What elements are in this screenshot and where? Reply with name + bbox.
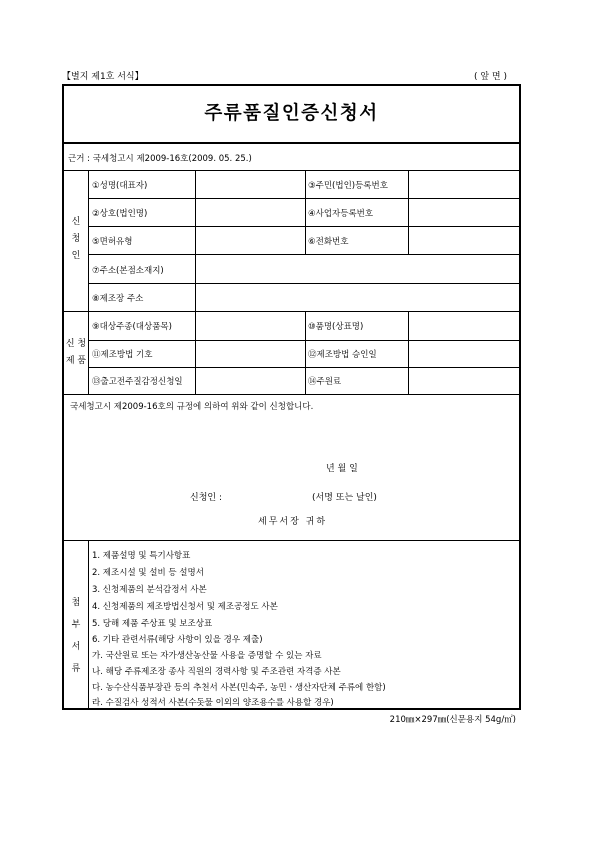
basis-divider: [62, 170, 521, 171]
attachment-sub-item: 다. 농수산식품부장관 등의 추천서 사본(민속주, 농민ㆍ생산자단체 주류에 한함): [92, 683, 386, 693]
legal-basis: 근거 : 국세청고시 제2009-16호(2009. 05. 25.): [68, 154, 252, 164]
applicant-signature-label: 신청인 :: [190, 493, 222, 503]
value-column-divider: [195, 170, 196, 254]
product-section-label: 신 청 제 품: [65, 339, 87, 366]
section-divider: [62, 311, 521, 312]
attachment-item: 1. 제품설명 및 특기사항표: [92, 551, 191, 561]
factory-address-label: ⑧제조장 주소: [92, 294, 144, 304]
license-type-label: ⑤면허유형: [92, 237, 133, 247]
label-column-divider: [88, 540, 89, 710]
title-divider: [62, 142, 521, 144]
date-line: 년 월 일: [326, 464, 358, 474]
section-divider: [62, 394, 521, 395]
attachment-item: 4. 신청제품의 제조방법신청서 및 제조공정도 사본: [92, 602, 278, 612]
brand-name-label: ⑩품명(상표명): [308, 322, 364, 332]
row-divider: [88, 283, 521, 284]
section-divider: [62, 540, 521, 541]
address-label: ⑦주소(본점소재지): [92, 266, 164, 276]
attachment-sub-item: 나. 해당 주류제조장 종사 직원의 경력사항 및 주조관련 자격증 사본: [92, 667, 341, 677]
attachments-section-label: 첨 부 서 류: [71, 598, 81, 674]
main-ingredient-label: ⑭주원료: [308, 377, 342, 387]
company-name-label: ②상호(법인명): [92, 209, 148, 219]
signature-placeholder: (서명 또는 날인): [312, 493, 377, 503]
value-column-divider: [195, 311, 196, 394]
application-statement: 국세청고시 제2009-16호의 규정에 의하여 위와 같이 신청합니다.: [70, 402, 314, 412]
row-divider: [88, 254, 521, 255]
attachment-item: 6. 기타 관련서류(해당 사항이 있을 경우 제출): [92, 635, 263, 645]
mid-column-divider: [305, 170, 306, 254]
phone-label: ⑥전화번호: [308, 237, 349, 247]
method-approval-date-label: ⑫제조방법 승인일: [308, 350, 377, 360]
business-number-label: ④사업자등록번호: [308, 209, 374, 219]
value-column-divider: [408, 170, 409, 254]
attachment-item: 3. 신청제품의 분석감정서 사본: [92, 585, 207, 595]
label-column-divider: [88, 170, 89, 394]
addressee: 세무서장 귀하: [258, 517, 328, 527]
name-label: ①성명(대표자): [92, 181, 148, 191]
method-code-label: ⑪제조방법 기호: [92, 350, 153, 360]
value-column-divider: [195, 254, 196, 311]
pre-shipment-inspection-label: ⑬출고전주질감정신청일: [92, 377, 183, 387]
applicant-section-label: 신 청 인: [71, 217, 81, 261]
registration-number-label: ③주민(법인)등록번호: [308, 181, 388, 191]
value-column-divider: [408, 311, 409, 394]
liquor-category-label: ⑨대상주종(대상품목): [92, 322, 172, 332]
paper-specification: 210㎜×297㎜(신문용지 54g/㎡): [389, 715, 516, 725]
attachment-sub-item: 라. 수질검사 성적서 사본(수돗물 이외의 양조용수를 사용할 경우): [92, 698, 334, 708]
attachment-item: 2. 제조시설 및 설비 등 설명서: [92, 568, 204, 578]
mid-column-divider: [305, 311, 306, 394]
form-title: 주류품질인증신청서: [204, 103, 379, 124]
page-side-label: ( 앞 면 ): [474, 72, 507, 82]
attachment-item: 5. 당해 제품 주상표 및 보조상표: [92, 619, 213, 629]
attachment-sub-item: 가. 국산원료 또는 자가생산농산물 사용을 증명할 수 있는 자료: [92, 651, 322, 661]
form-number: 【별지 제1호 서식】: [62, 72, 144, 82]
